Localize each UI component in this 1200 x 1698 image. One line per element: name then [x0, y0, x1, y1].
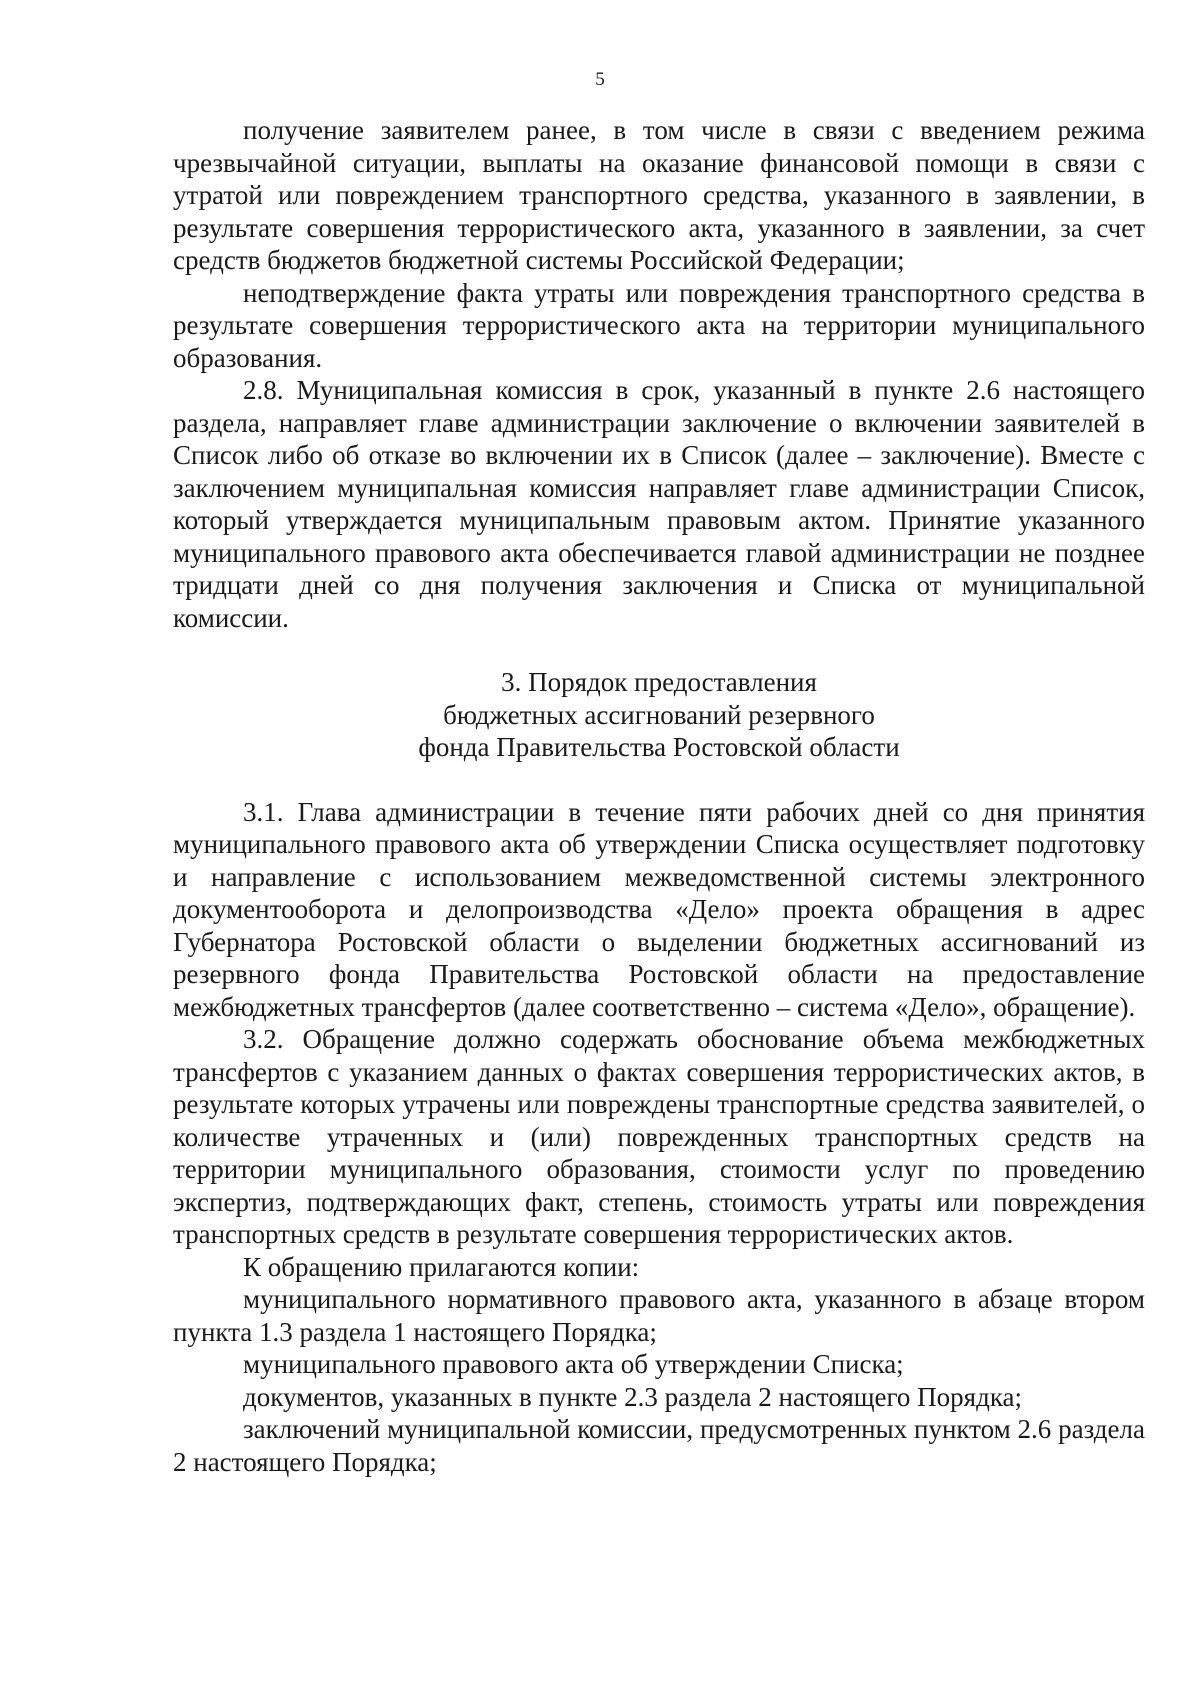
list-item: муниципального правового акта об утверждении Списка; [243, 1349, 904, 1379]
paragraph: получение заявителем ранее, в том числе в связи с введением режима чрезвычайной ситуации, выплаты на оказание финансовой помощи в связи с утратой или повреждением транспортного средства, указанного в заявлении, в результате совершения террористического акта, указанного в заявлении, за счет средств бюджетов бюджетной системы Российской Федерации; [173, 115, 1145, 275]
section-heading-line: фонда Правительства Ростовской области [418, 732, 900, 762]
section-heading [173, 666, 1145, 764]
section-heading-line: 3. Порядок предоставления [501, 667, 817, 697]
list-item: заключений муниципальной комиссии, предусмотренных пунктом 2.6 раздела 2 настоящего Порядка; [173, 1414, 1145, 1477]
page-number: 5 [595, 69, 605, 90]
document-body [173, 114, 1145, 1478]
list-item: документов, указанных в пункте 2.3 раздела 2 настоящего Порядка; [243, 1381, 1023, 1412]
paragraph-3-2: 3.2. Обращение должно содержать обоснование объема межбюджетных трансфертов с указанием данных о фактах совершения террористических актов, в результате которых утрачены или повреждены транспортные средства заявителей, о количестве утраченных и (или) поврежденных транспортных средств на территории муниципального образования, стоимости услуг по проведению экспертиз, подтверждающих факт, степень, стоимость утраты или повреждения транспортных средств в результате совершения террористических актов. [173, 1024, 1145, 1249]
paragraph: неподтверждение факта утраты или повреждения транспортного средства в результате совершения террористического акта на территории муниципального образования. [173, 277, 1145, 373]
paragraph: К обращению прилагаются копии: [243, 1251, 640, 1282]
paragraph-2-8: 2.8. Муниципальная комиссия в срок, указанный в пункте 2.6 настоящего раздела, направляет главе администрации заключение о включении заявителей в Список либо об отказе во включении их в Список (далее – заключение). Вместе с заключением муниципальная комиссия направляет главе администрации Список, который утверждается муниципальным правовым актом. Принятие указанного муниципального правового акта обеспечивается главой администрации не позднее тридцати дней со дня получения заключения и Списка от муниципальной комиссии. [173, 375, 1145, 633]
paragraph-3-1: 3.1. Глава администрации в течение пяти рабочих дней со дня принятия муниципального правового акта об утверждении Списка осуществляет подготовку и направление с использованием межведомственной системы электронного документооборота и делопроизводства «Дело» проекта обращения в адрес Губернатора Ростовской области о выделении бюджетных ассигнований из резервного фонда Правительства Ростовской области на предоставление межбюджетных трансфертов (далее соответственно – система «Дело», обращение). [173, 796, 1145, 1022]
section-heading-line: бюджетных ассигнований резервного [443, 699, 875, 730]
list-item: муниципального нормативного правового акта, указанного в абзаце втором пункта 1.3 раздела 1 настоящего Порядка; [173, 1284, 1145, 1347]
